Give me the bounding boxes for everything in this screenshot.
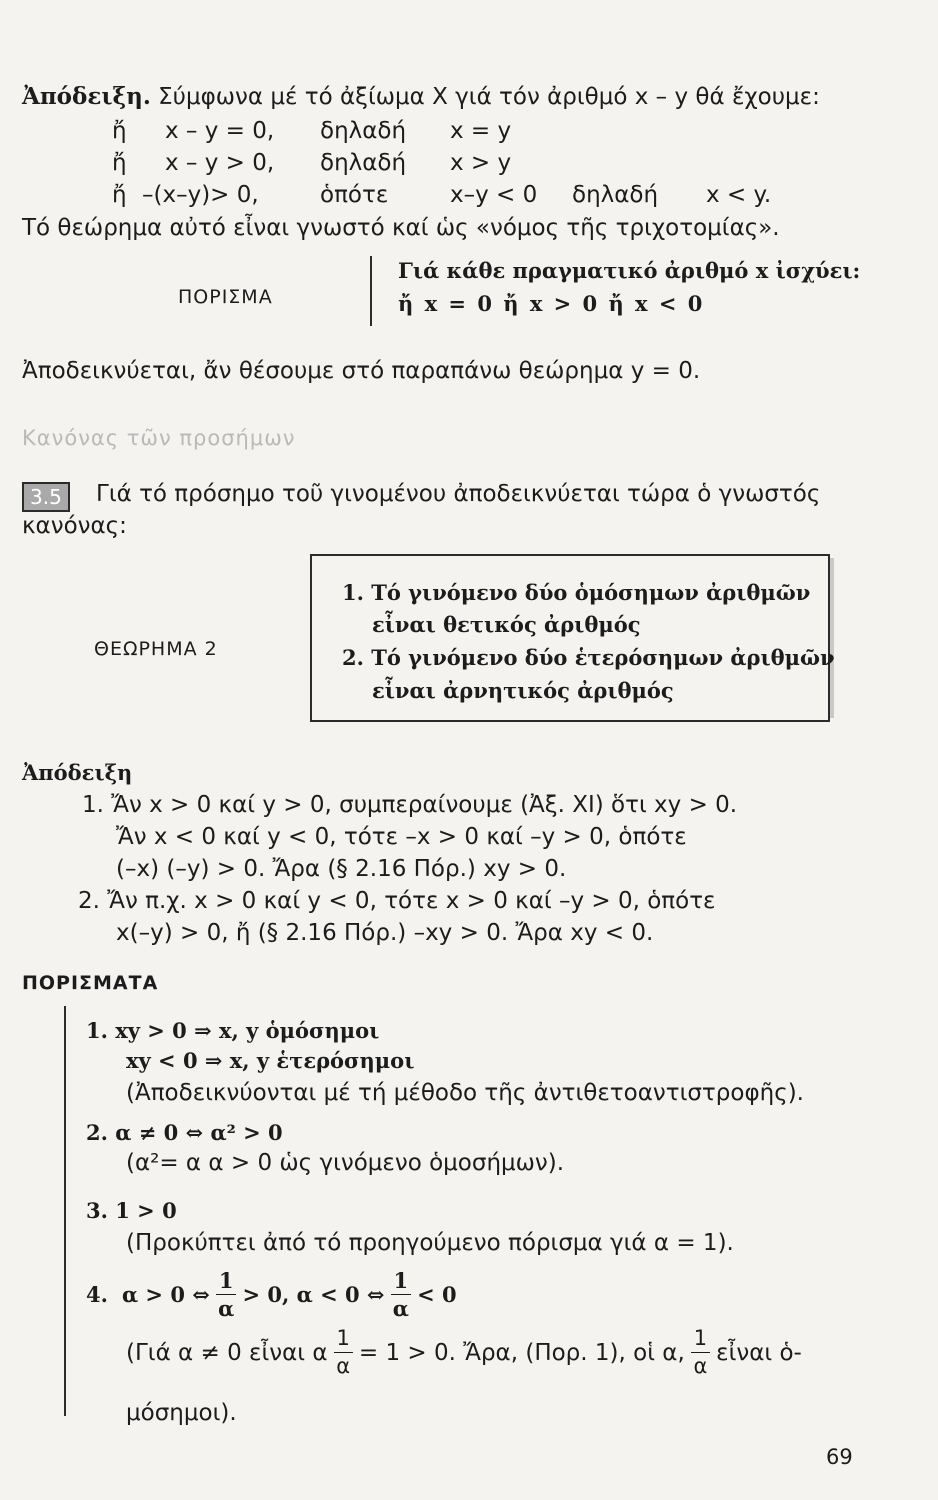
case-3: ἤ (112, 182, 127, 208)
page-number: 69 (826, 1445, 853, 1469)
case-3-word2: δηλαδή (572, 182, 659, 208)
corollary-rule (370, 256, 372, 326)
section-number-badge: 3.5 (22, 482, 70, 512)
proof-label: Ἀπόδειξη. (22, 83, 151, 110)
fraction-one-over-alpha-2: $\frac{1}{\alpha}$ (391, 1270, 412, 1319)
case-3-expr: –(x–y)> 0, (142, 182, 259, 208)
fraction-one-over-alpha: $\frac{1}{\alpha}$ (216, 1270, 237, 1319)
corollaries-rule (64, 1006, 66, 1416)
proof-2-line-4: 2. Ἄν π.χ. x > 0 καί y < 0, τότε x > 0 καί –y > 0, ὁπότε (78, 888, 716, 914)
corollaries-label: ΠΟΡΙΣΜΑΤΑ (22, 972, 159, 994)
case-1-result: x = y (450, 118, 512, 144)
corollary-1-line-2: xy < 0 ⇒ x, y ἑτερόσημοι (126, 1048, 415, 1073)
proof-2-line-5: x(–y) > 0, ἤ (§ 2.16 Πόρ.) –xy > 0. Ἄρα xy < 0. (116, 920, 654, 946)
corollary-line-1: Γιά κάθε πραγματικό ἀριθμό x ἰσχύει: (398, 258, 861, 283)
proof-2-line-2: Ἄν x < 0 καί y < 0, τότε –x > 0 καί –y > 0, ὁπότε (116, 824, 687, 850)
case-2: ἤ (112, 150, 127, 176)
theorem-label: ΘΕΩΡΗΜΑ 2 (94, 638, 218, 660)
theorem-item-1-line-2: εἶναι θετικός ἀριθμός (372, 612, 641, 637)
case-2-result: x > y (450, 150, 512, 176)
case-or: ἤ (112, 118, 127, 144)
corollary-4-note (126, 1328, 802, 1377)
case-3-word: ὁπότε (320, 182, 389, 208)
case-1-expr: x – y = 0, (165, 118, 275, 144)
corollary-proof: Ἀποδεικνύεται, ἄν θέσουμε στό παραπάνω θεώρημα y = 0. (22, 358, 701, 384)
proof-intro-text: Σύμφωνα μέ τό ἀξίωμα X γιά τόν ἀριθμό x – y θά ἔχουμε: (158, 84, 820, 110)
corollary-4-note-b: = 1 > 0. Ἄρα, (Πορ. 1), οἱ α, (358, 1339, 685, 1366)
corollary-1-note: (Ἀποδεικνύονται μέ τή μέθοδο τῆς ἀντιθετοαντιστροφῆς). (126, 1080, 804, 1106)
proof-2-label: Ἀπόδειξη (22, 760, 133, 785)
section-heading: Κανόνας τῶν προσήμων (22, 426, 296, 450)
corollary-4-number: 4. (86, 1281, 108, 1307)
theorem-item-2-line-2: εἶναι ἀρνητικός ἀριθμός (372, 678, 674, 703)
theorem-item-1-line-1: 1. Τό γινόμενο δύο ὁμόσημων ἀριθμῶν (342, 580, 811, 605)
trichotomy-conclusion: Τό θεώρημα αὐτό εἶναι γνωστό καί ὡς «νόμος τῆς τριχοτομίας». (22, 215, 780, 241)
case-3-result2: x < y. (706, 182, 772, 208)
proof-2-line-3: (–x) (–y) > 0. Ἄρα (§ 2.16 Πόρ.) xy > 0. (116, 856, 567, 882)
corollary-line-2: ἤ x = 0 ἤ x > 0 ἤ x < 0 (398, 291, 703, 316)
fraction-note-2: $\frac{1}{\alpha}$ (691, 1328, 710, 1377)
corollary-4-note-a: (Γιά α ≠ 0 εἶναι α (126, 1339, 328, 1366)
corollary-3-note: (Προκύπτει ἀπό τό προηγούμενο πόρισμα γιά α = 1). (126, 1230, 734, 1256)
proof-2-line-1: 1. Ἄν x > 0 καί y > 0, συμπεραίνουμε (Ἀξ. XI) ὅτι xy > 0. (82, 792, 738, 818)
proof-intro (22, 82, 820, 112)
case-1 (112, 116, 127, 146)
section-intro-line-2: κανόνας: (22, 513, 127, 539)
corollary-4-note-end: μόσημοι). (126, 1400, 237, 1426)
corollary-label: ΠΟΡΙΣΜΑ (178, 286, 273, 308)
case-1-word: δηλαδή (320, 118, 407, 144)
case-2-expr: x – y > 0, (165, 150, 275, 176)
corollary-2-note: (α²= α α > 0 ὡς γινόμενο ὁμοσήμων). (126, 1150, 565, 1176)
corollary-3-line: 3. 1 > 0 (86, 1198, 177, 1223)
theorem-item-2-line-1: 2. Τό γινόμενο δύο ἑτερόσημων ἀριθμῶν (342, 645, 835, 670)
corollary-4-part-c: < 0 (417, 1281, 457, 1307)
fraction-note-1: $\frac{1}{\alpha}$ (334, 1328, 353, 1377)
corollary-4-part-b: > 0, α < 0 ⇔ (242, 1281, 385, 1307)
corollary-4-part-a: α > 0 ⇔ (121, 1281, 210, 1307)
corollary-4-line (86, 1270, 457, 1319)
corollary-4-note-c: εἶναι ὁ- (716, 1339, 802, 1366)
case-3-result: x–y < 0 (450, 182, 538, 208)
corollary-1-line-1: 1. xy > 0 ⇒ x, y ὁμόσημοι (86, 1018, 380, 1043)
section-intro-line-1: Γιά τό πρόσημο τοῦ γινομένου ἀποδεικνύεται τώρα ὁ γνωστός (96, 481, 821, 507)
case-2-word: δηλαδή (320, 150, 407, 176)
corollary-2-line: 2. α ≠ 0 ⇔ α² > 0 (86, 1120, 283, 1145)
